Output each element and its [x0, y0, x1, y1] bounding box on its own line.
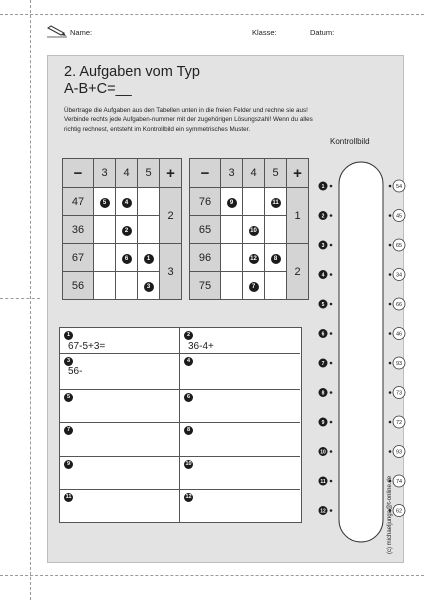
addend-cell: 3 — [160, 244, 182, 300]
instructions: Übertrage die Aufgaben aus den Tabellen unten in die freien Felder und rechne sie aus! Verbinde rechts jede Aufgaben-nummer mit der zugehörigen Lösungszahl! Wenn du alles richtig rechnest, entsteht im Kontrollbild ein symmetrisches Muster. — [64, 107, 313, 133]
connection-point[interactable] — [389, 273, 392, 276]
kontroll-task-number: 11 — [320, 479, 326, 485]
minuend-cell: 75 — [190, 272, 221, 300]
answer-field-10[interactable] — [180, 457, 300, 490]
answer-number-marker: 6 — [184, 393, 193, 402]
connection-point[interactable] — [389, 185, 392, 188]
minuend-cell: 36 — [63, 216, 94, 244]
plus-header: + — [287, 159, 309, 188]
connection-point[interactable] — [389, 421, 392, 424]
cut-line-top — [0, 14, 424, 15]
minuend-cell: 96 — [190, 244, 221, 272]
minuend-cell: 76 — [190, 188, 221, 216]
mark-cell — [221, 216, 243, 244]
answer-number-marker: 10 — [185, 461, 192, 467]
class-label: Klasse: — [252, 28, 277, 37]
answer-number-marker: 2 — [184, 331, 193, 340]
task-number-marker: 6 — [122, 254, 132, 264]
subtrahend-header: 5 — [265, 159, 287, 188]
page-title — [64, 64, 200, 98]
mark-cell — [265, 188, 287, 216]
task-number-marker: 9 — [227, 198, 237, 208]
mark-cell — [116, 244, 138, 272]
mark-cell — [265, 244, 287, 272]
connection-point[interactable] — [330, 332, 333, 335]
connection-point[interactable] — [389, 362, 392, 365]
connection-point[interactable] — [330, 273, 333, 276]
pencil-icon — [46, 24, 68, 38]
subtrahend-header: 4 — [243, 159, 265, 188]
solution-number: 74 — [395, 479, 403, 485]
task-number-marker: 1 — [144, 254, 154, 264]
kontroll-task-number: 8 — [321, 390, 325, 397]
solution-number: 46 — [395, 331, 403, 338]
connection-point[interactable] — [389, 303, 392, 306]
answer-number-marker: 1 — [64, 331, 73, 340]
task-table-left — [62, 158, 182, 300]
subtrahend-header: 4 — [116, 159, 138, 188]
mark-cell — [138, 188, 160, 216]
answer-number-marker: 11 — [65, 494, 72, 500]
solution-number: 72 — [395, 420, 403, 426]
connection-point[interactable] — [330, 450, 333, 453]
kontrollbild-title: Kontrollbild — [330, 137, 370, 146]
connection-point[interactable] — [330, 244, 333, 247]
mark-cell — [116, 216, 138, 244]
connection-point[interactable] — [330, 185, 333, 188]
answer-field-9[interactable] — [60, 457, 180, 490]
connection-point[interactable] — [330, 391, 333, 394]
kontrollbild-diagram — [311, 146, 411, 556]
title-line-2: A-B+C=__ — [64, 81, 132, 97]
mark-cell — [94, 244, 116, 272]
solution-number: 62 — [395, 508, 403, 515]
kontroll-task-number: 3 — [321, 243, 325, 249]
plus-header: + — [160, 159, 182, 188]
kontroll-task-number: 4 — [321, 272, 325, 279]
mark-cell — [138, 244, 160, 272]
answer-field-12[interactable] — [180, 490, 300, 522]
name-label: Name: — [70, 28, 93, 37]
task-number-marker: 7 — [249, 282, 259, 292]
worksheet-panel — [47, 55, 404, 563]
connection-point[interactable] — [330, 509, 333, 512]
mark-cell — [116, 188, 138, 216]
answer-field-7[interactable] — [60, 423, 180, 457]
kontroll-task-number: 1 — [321, 184, 325, 190]
solution-number: 93 — [395, 361, 403, 367]
answer-text: 56- — [68, 366, 83, 377]
kontroll-task-number: 12 — [320, 508, 326, 515]
minuend-cell: 67 — [63, 244, 94, 272]
fold-mark — [0, 298, 40, 299]
answer-field-2[interactable] — [180, 328, 300, 354]
kontroll-task-number: 6 — [321, 331, 325, 338]
solution-number: 93 — [395, 449, 403, 456]
answer-text: 36-4+ — [188, 341, 214, 352]
answer-text: 67-5+3= — [68, 341, 106, 352]
kontroll-task-number: 7 — [321, 361, 325, 367]
answer-field-11[interactable] — [60, 490, 180, 522]
mark-cell — [243, 244, 265, 272]
answer-number-marker: 3 — [64, 357, 73, 366]
date-label: Datum: — [310, 28, 335, 37]
mark-cell — [116, 272, 138, 300]
task-number-marker: 12 — [250, 256, 257, 262]
kontroll-task-number: 10 — [320, 449, 326, 456]
mark-cell — [265, 272, 287, 300]
connection-point[interactable] — [389, 214, 392, 217]
subtrahend-header: 5 — [138, 159, 160, 188]
addend-cell: 2 — [160, 188, 182, 244]
solution-number: 66 — [395, 302, 403, 308]
kontroll-task-number: 2 — [321, 213, 325, 220]
subtrahend-header: 3 — [221, 159, 243, 188]
connection-point[interactable] — [330, 362, 333, 365]
task-number-marker: 3 — [144, 282, 154, 292]
answer-field-8[interactable] — [180, 423, 300, 457]
cut-line-left — [30, 0, 31, 600]
answer-number-marker: 7 — [64, 426, 73, 435]
task-number-marker: 5 — [100, 198, 110, 208]
header-fields — [46, 24, 416, 40]
answer-field-6[interactable] — [180, 390, 300, 423]
minus-header: − — [63, 159, 94, 188]
task-number-marker: 8 — [271, 254, 281, 264]
cut-line-bottom — [0, 575, 424, 576]
subtrahend-header: 3 — [94, 159, 116, 188]
kontroll-task-number: 9 — [321, 420, 325, 426]
answer-number-marker: 8 — [184, 426, 193, 435]
task-number-marker: 10 — [250, 228, 257, 234]
mark-cell — [221, 244, 243, 272]
connection-point[interactable] — [389, 244, 392, 247]
connection-point[interactable] — [389, 450, 392, 453]
answer-grid — [59, 327, 302, 523]
task-table-right — [189, 158, 309, 300]
solution-number: 65 — [395, 243, 403, 249]
connection-point[interactable] — [389, 391, 392, 394]
mark-cell — [94, 272, 116, 300]
kontrollbild-oval — [339, 162, 383, 542]
minuend-cell: 47 — [63, 188, 94, 216]
mark-cell — [221, 272, 243, 300]
mark-cell — [94, 188, 116, 216]
minus-header: − — [190, 159, 221, 188]
connection-point[interactable] — [330, 214, 333, 217]
answer-field-1[interactable] — [60, 328, 180, 354]
kontroll-task-number: 5 — [321, 302, 325, 308]
task-number-marker: 2 — [122, 226, 132, 236]
answer-number-marker: 4 — [184, 357, 193, 366]
copyright-note: (c) michaeljunga@t-online.de — [387, 475, 393, 554]
answer-number-marker: 9 — [64, 460, 73, 469]
minuend-cell: 65 — [190, 216, 221, 244]
solution-number: 54 — [395, 184, 403, 190]
addend-cell: 2 — [287, 244, 309, 300]
connection-point[interactable] — [330, 303, 333, 306]
mark-cell — [94, 216, 116, 244]
title-line-1: 2. Aufgaben vom Typ — [64, 64, 200, 80]
solution-number: 34 — [395, 272, 403, 279]
solution-number: 73 — [395, 390, 403, 397]
answer-field-5[interactable] — [60, 390, 180, 423]
solution-number: 45 — [395, 213, 403, 220]
connection-point[interactable] — [330, 480, 333, 483]
connection-point[interactable] — [330, 421, 333, 424]
answer-number-marker: 12 — [185, 494, 192, 500]
mark-cell — [243, 272, 265, 300]
mark-cell — [138, 216, 160, 244]
mark-cell — [265, 216, 287, 244]
minuend-cell: 56 — [63, 272, 94, 300]
task-number-marker: 11 — [272, 200, 279, 206]
addend-cell: 1 — [287, 188, 309, 244]
mark-cell — [243, 216, 265, 244]
task-number-marker: 4 — [122, 198, 132, 208]
answer-number-marker: 5 — [64, 393, 73, 402]
mark-cell — [243, 188, 265, 216]
connection-point[interactable] — [389, 332, 392, 335]
answer-field-3[interactable] — [60, 354, 180, 390]
mark-cell — [138, 272, 160, 300]
mark-cell — [221, 188, 243, 216]
answer-field-4[interactable] — [180, 354, 300, 390]
